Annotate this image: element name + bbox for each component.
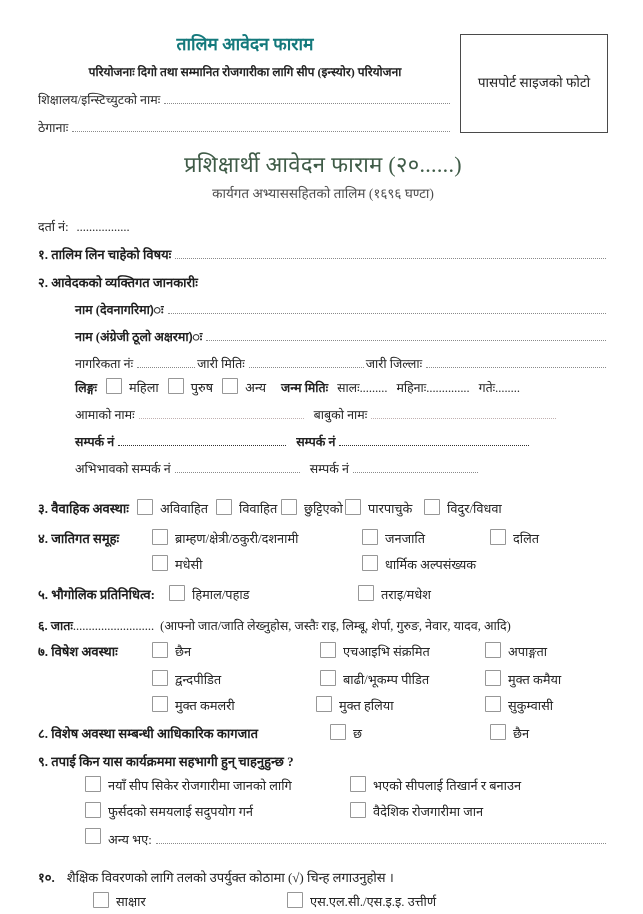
gender-option-female [106,378,159,396]
dob-month-field[interactable]: महिनाः.............. [396,381,470,395]
institute-field [38,91,452,108]
checkbox-conflict-affected[interactable] [152,670,168,686]
option-label: छुट्टिएको [304,502,343,516]
name-english-input-line[interactable] [206,339,606,341]
checkbox-leisure-time[interactable] [85,802,101,818]
checkbox-female[interactable] [106,378,122,394]
q10-label: शैक्षिक विवरणको लागि तलको उपर्युक्त कोठामा (√) चिन्ह लगाउनुहोस । [66,870,394,885]
option-landless [485,696,553,714]
contact2-input-line[interactable] [339,444,529,446]
option-label: महिला [128,381,159,395]
option-separated [281,499,343,517]
option-label: मुक्त कमैया [508,673,562,687]
checkbox-terai-madhesh[interactable] [358,585,374,601]
checkbox-flood-earthquake[interactable] [320,670,336,686]
option-label: नयाँ सीप सिकेर रोजगारीमा जानको लागि [108,779,292,793]
passport-photo-box: पासपोर्ट साइजको फोटो [460,34,608,133]
option-madhesi [152,555,203,573]
issue-date-input-line[interactable] [249,366,364,368]
q9-label: ९. तपाई किन यास कार्यक्रममा सहभागी हुन् चाहनुहुन्छ ? [38,754,294,769]
option-label: विवाहित [239,502,278,516]
checkbox-religious-minority[interactable] [362,555,378,571]
q8-label: ८. विशेष अवस्था सम्बन्धी आधिकारिक कागजात [38,726,258,741]
option-label: वैदेशिक रोजगारीमा जान [373,805,484,819]
option-hiv-infected [320,642,430,660]
q6-label: ६. जातः [38,619,73,633]
header-left [38,20,452,136]
project-line: परियोजनाः दिगो तथा सम्मानित रोजगारीका लागि सीप (इन्स्योर) परियोजना [88,65,402,79]
q10-options-row [38,892,608,914]
checkbox-freed-kamlari[interactable] [152,696,168,712]
registration-row [38,218,608,235]
option-label: धार्मिक अल्पसंख्यक [385,558,477,572]
option-label: छैन [175,645,192,659]
checkbox-other-reason[interactable] [85,828,101,844]
parents-row [75,406,608,423]
checkbox-divorced[interactable] [345,499,361,515]
mother-name-label: आमाको नामः [75,408,135,422]
checkbox-separated[interactable] [281,499,297,515]
option-foreign-employment [350,802,483,820]
option-label: साक्षार [116,895,146,909]
contact-row [75,433,608,450]
option-label: फुर्सदको समयलाई सदुपयोग गर्न [108,805,254,819]
option-improve-skill [350,776,521,794]
option-label: छैन [513,727,530,741]
option-conflict-affected [152,670,221,688]
option-label: अपाङ्गता [508,645,548,659]
caste-input-dots[interactable]: .......................... [72,619,155,633]
checkbox-brahmin-chhetri[interactable] [152,529,168,545]
checkbox-doc-no[interactable] [490,724,506,740]
guardian-contact2-input-line[interactable] [353,471,478,473]
checkbox-hiv-infected[interactable] [320,642,336,658]
option-label: अन्य भए: [108,833,152,847]
option-label: अविवाहित [160,502,209,516]
option-dalit [490,529,539,547]
registration-label: दर्ता नं: [38,220,69,234]
q10-number: १०. [38,870,55,885]
checkbox-other-gender[interactable] [222,378,238,394]
dob-label: जन्म मितिः [281,381,329,395]
option-none [152,642,191,660]
gender-label: लिङ्गः [75,381,97,395]
option-religious-minority [362,555,476,573]
checkbox-slc-passed[interactable] [287,892,303,908]
option-widowed [424,499,502,517]
option-label: भएको सीपलाई तिखार्न र बनाउन [373,779,522,793]
option-terai-madhesh [358,585,431,603]
address-input-line[interactable] [72,130,450,132]
institute-label: शिक्षालय/इन्स्टिच्युटको नामः [38,93,161,107]
option-label: पुरुष [190,381,214,395]
option-label: विदुर/विधवा [447,502,502,516]
q5-label: ५. भौगोलिक प्रतिनिधित्व: [38,587,155,602]
dob-year-field[interactable]: सालः......... [337,381,388,395]
name-english-row [75,328,608,345]
guardian-contact-row [75,460,608,477]
checkbox-freed-haliya[interactable] [316,696,332,712]
guardian-contact-input-line[interactable] [175,471,300,473]
option-label: जनजाति [385,532,426,546]
ethnic-group-row2 [38,555,608,577]
form-sub-title: कार्यगत अभ्याससहितको तालिम (१६९६ घण्टा) [212,186,434,201]
option-label: ब्राम्हण/क्षेत्री/ठकुरी/दशनामी [175,532,299,546]
option-brahmin-chhetri [152,529,298,547]
option-unmarried [137,499,208,517]
q9-row1 [38,776,608,798]
option-label: बाढी/भूकम्प पीडित [343,673,430,687]
citizenship-no-input-line[interactable] [137,366,195,368]
name-english-label: नाम (अंग्रेजी ठूलो अक्षरमा)ः [75,330,203,344]
checkbox-none[interactable] [152,642,168,658]
option-leisure-time [85,802,253,820]
caste-row [38,617,608,634]
option-label: सुकुम्वासी [508,699,554,713]
mother-name-input-line[interactable] [139,417,304,419]
geographic-row [38,585,608,607]
option-married [216,499,277,517]
q1-label: १. तालिम लिन चाहेको विषयः [38,247,172,262]
other-reason-input-line[interactable] [156,842,606,844]
gender-option-other [222,378,266,396]
checkbox-disability[interactable] [485,642,501,658]
form-header-title: तालिम आवेदन फाराम [176,34,314,54]
marital-status-row [38,499,608,521]
option-label: एचआइभि संक्रमित [343,645,430,659]
q10-header [38,868,608,886]
checkbox-new-skill[interactable] [85,776,101,792]
option-label: अन्य [245,381,267,395]
option-slc-passed [287,892,436,910]
name-devanagari-row [75,301,608,318]
issue-district-label: जारी जिल्लाः [365,357,423,371]
checkbox-literate[interactable] [93,892,109,908]
option-divorced [345,499,412,517]
checkbox-freed-kamaiya[interactable] [485,670,501,686]
institute-input-line[interactable] [164,102,450,104]
special-condition-row3 [38,696,608,718]
citizenship-row [75,355,608,372]
option-himal-pahad [169,585,250,603]
checkbox-madhesi[interactable] [152,555,168,571]
q9-row3 [85,828,608,848]
checkbox-foreign-employment[interactable] [350,802,366,818]
q2-header [38,273,608,291]
option-janajati [362,529,425,547]
option-label: पारपाचुके [368,502,413,516]
option-new-skill [85,776,292,794]
checkbox-married[interactable] [216,499,232,515]
special-condition-row1 [38,642,608,664]
option-label: एस.एल.सी./एस.इ.इ. उत्तीर्ण [310,895,437,909]
address-field [38,119,452,136]
checkbox-improve-skill[interactable] [350,776,366,792]
checkbox-unmarried[interactable] [137,499,153,515]
name-devanagari-label: नाम (देवनागरिमा)ः [75,303,164,317]
father-name-label: बाबुको नामः [313,408,368,422]
header [38,20,608,136]
checkbox-widowed[interactable] [424,499,440,515]
citizenship-no-label: नागरिकता नंः [75,357,134,371]
checkbox-janajati[interactable] [362,529,378,545]
option-disability [485,642,547,660]
option-flood-earthquake [320,670,429,688]
option-label: द्वन्दपीडित [175,673,222,687]
dob-day-field[interactable]: गतेः........ [478,381,520,395]
gender-dob-row [75,378,608,396]
q1-input-line[interactable] [175,257,606,259]
option-freed-kamaiya [485,670,561,688]
caste-hint: (आफ्नो जात/जाति लेख्नुहोस, जस्तैः राइ, लिम्बू, शेर्पा, गुरुङ, नेवार, यादव, आदि) [160,619,511,633]
option-label: मुक्त हलिया [339,699,394,713]
guardian-contact2-label: सम्पर्क नं [309,462,349,476]
checkbox-dalit[interactable] [490,529,506,545]
option-freed-haliya [316,696,394,714]
contact2-label: सम्पर्क नं [296,435,336,449]
checkbox-himal-pahad[interactable] [169,585,185,601]
gender-option-male [168,378,213,396]
option-literate [93,892,146,910]
q7-label: ७. विषेश अवस्थाः [38,644,118,659]
q9-header [38,752,608,770]
father-name-input-line[interactable] [371,417,556,419]
ethnic-group-row1 [38,529,608,551]
option-doc-no [490,724,529,742]
option-label: छ [353,727,362,741]
option-label: हिमाल/पहाड [192,588,250,602]
contact1-input-line[interactable] [118,444,286,446]
contact1-label: सम्पर्क नं [75,435,115,449]
checkbox-male[interactable] [168,378,184,394]
address-label: ठेगानाः [38,121,69,135]
special-condition-row2 [38,670,608,692]
q3-label: ३. वैवाहिक अवस्थाः [38,501,129,516]
option-doc-yes [330,724,362,742]
option-label: मुक्त कमलरी [175,699,235,713]
form-main-title: प्रशिक्षार्थी आवेदन फाराम (२०......) [184,152,462,177]
option-label: तराइ/मधेश [381,588,431,602]
guardian-contact-label: अभिभावको सम्पर्क नं [75,462,171,476]
q1-row [38,245,608,263]
q4-label: ४. जातिगत समूहः [38,531,120,546]
q2-label: २. आवेदकको व्यक्तिगत जानकारीः [38,275,198,290]
official-document-row [38,724,608,746]
issue-district-input-line[interactable] [426,366,606,368]
checkbox-landless[interactable] [485,696,501,712]
checkbox-doc-yes[interactable] [330,724,346,740]
registration-dots[interactable]: ................. [76,220,130,234]
option-label: दलित [513,532,540,546]
name-devanagari-input-line[interactable] [168,312,606,314]
option-freed-kamlari [152,696,235,714]
option-label: मधेसी [175,558,203,572]
q9-row2 [38,802,608,824]
issue-date-label: जारी मितिः [197,357,245,371]
